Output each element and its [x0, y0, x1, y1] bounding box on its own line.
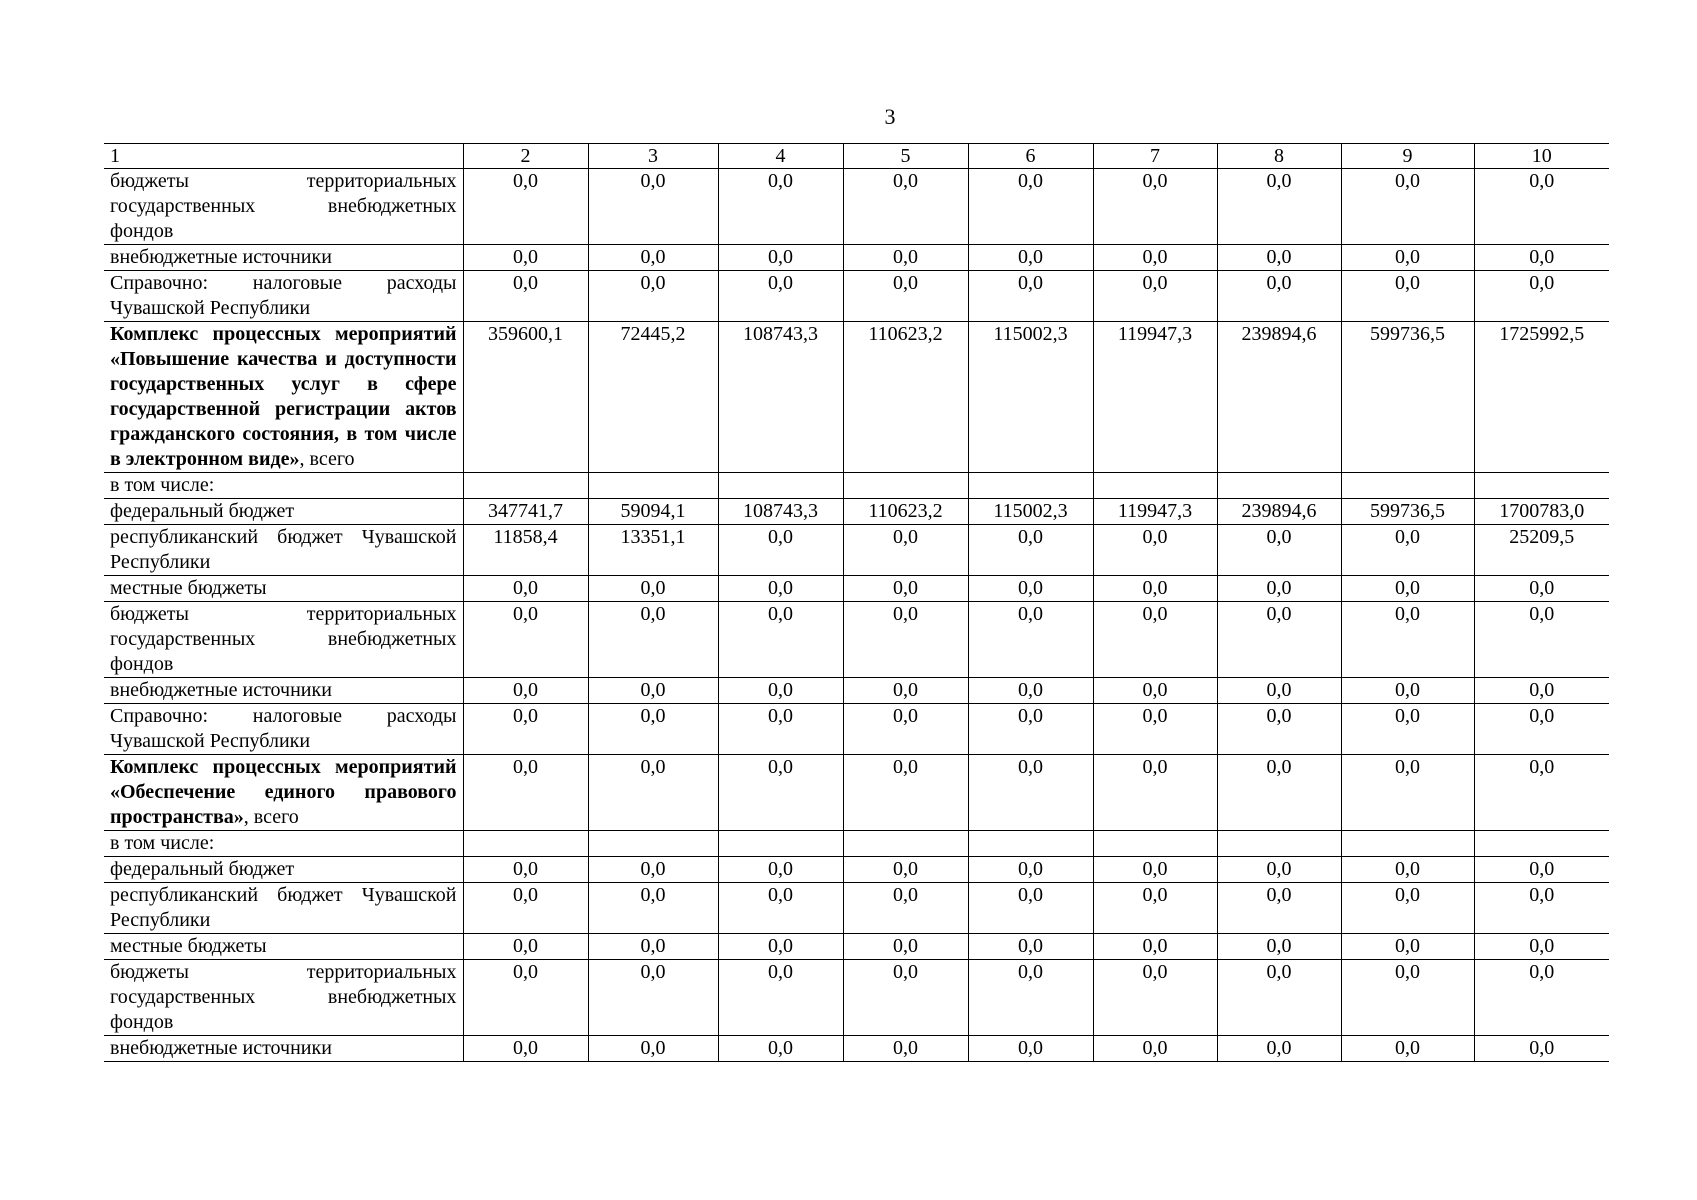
table-row — [104, 934, 1609, 960]
value-cell: 0,0 — [1341, 169, 1474, 245]
page-number: 3 — [884, 104, 896, 129]
column-header: 7 — [1093, 144, 1217, 169]
value-cell — [1093, 473, 1217, 499]
value-cell: 0,0 — [588, 704, 718, 755]
value-cell: 0,0 — [1093, 704, 1217, 755]
value-cell: 0,0 — [463, 857, 588, 883]
value-cell: 0,0 — [588, 857, 718, 883]
value-cell: 0,0 — [463, 576, 588, 602]
value-cell: 0,0 — [1341, 245, 1474, 271]
value-cell — [463, 831, 588, 857]
value-cell: 0,0 — [1341, 678, 1474, 704]
value-cell: 0,0 — [843, 678, 968, 704]
value-cell: 0,0 — [463, 960, 588, 1036]
value-cell: 0,0 — [843, 245, 968, 271]
row-label: республиканский бюджет Чувашской Республики — [104, 525, 463, 576]
value-cell: 0,0 — [1217, 271, 1341, 322]
table-row — [104, 169, 1609, 245]
value-cell: 0,0 — [463, 934, 588, 960]
table-row — [104, 576, 1609, 602]
table-body — [104, 144, 1609, 1062]
value-cell: 0,0 — [1093, 576, 1217, 602]
table-row — [104, 271, 1609, 322]
value-cell: 0,0 — [588, 934, 718, 960]
value-cell: 0,0 — [1474, 169, 1609, 245]
value-cell: 1700783,0 — [1474, 499, 1609, 525]
row-label-tail: , всего — [299, 448, 355, 470]
value-cell: 110623,2 — [843, 499, 968, 525]
value-cell: 0,0 — [1474, 857, 1609, 883]
value-cell: 115002,3 — [968, 322, 1093, 473]
row-label: бюджеты территориальных государственных внебюджетных фондов — [104, 960, 463, 1036]
table-row — [104, 322, 1609, 473]
row-label: в том числе: — [104, 473, 463, 499]
value-cell: 0,0 — [718, 271, 843, 322]
value-cell: 0,0 — [968, 525, 1093, 576]
value-cell: 59094,1 — [588, 499, 718, 525]
value-cell: 0,0 — [1474, 883, 1609, 934]
row-label: внебюджетные источники — [104, 678, 463, 704]
value-cell: 0,0 — [588, 960, 718, 1036]
value-cell: 0,0 — [1217, 1036, 1341, 1062]
table-row — [104, 1036, 1609, 1062]
value-cell: 0,0 — [968, 169, 1093, 245]
value-cell: 0,0 — [1474, 1036, 1609, 1062]
value-cell: 0,0 — [843, 576, 968, 602]
value-cell: 0,0 — [968, 960, 1093, 1036]
value-cell — [718, 473, 843, 499]
value-cell: 0,0 — [588, 602, 718, 678]
value-cell: 0,0 — [463, 755, 588, 831]
table-row — [104, 473, 1609, 499]
value-cell — [463, 473, 588, 499]
value-cell: 0,0 — [1474, 704, 1609, 755]
value-cell: 0,0 — [588, 883, 718, 934]
value-cell: 0,0 — [588, 576, 718, 602]
row-label-tail: , всего — [243, 806, 299, 828]
value-cell: 0,0 — [1093, 934, 1217, 960]
table-row — [104, 499, 1609, 525]
value-cell: 0,0 — [718, 960, 843, 1036]
value-cell: 0,0 — [1093, 602, 1217, 678]
value-cell: 0,0 — [968, 602, 1093, 678]
row-label — [104, 755, 463, 831]
row-label: местные бюджеты — [104, 576, 463, 602]
value-cell — [1474, 473, 1609, 499]
column-header: 4 — [718, 144, 843, 169]
column-header: 8 — [1217, 144, 1341, 169]
value-cell: 0,0 — [843, 271, 968, 322]
row-label-title: Комплекс процессных мероприятий «Обеспечение единого правового пространства» — [110, 756, 457, 828]
value-cell: 0,0 — [718, 755, 843, 831]
value-cell: 599736,5 — [1341, 499, 1474, 525]
value-cell: 0,0 — [1474, 245, 1609, 271]
value-cell: 0,0 — [718, 245, 843, 271]
value-cell: 0,0 — [843, 934, 968, 960]
column-header: 2 — [463, 144, 588, 169]
value-cell: 0,0 — [968, 245, 1093, 271]
table-row — [104, 857, 1609, 883]
value-cell: 0,0 — [718, 883, 843, 934]
value-cell — [1217, 831, 1341, 857]
value-cell: 0,0 — [843, 602, 968, 678]
value-cell: 0,0 — [718, 678, 843, 704]
value-cell: 0,0 — [968, 678, 1093, 704]
value-cell: 239894,6 — [1217, 499, 1341, 525]
value-cell: 0,0 — [1217, 678, 1341, 704]
value-cell: 0,0 — [843, 1036, 968, 1062]
value-cell: 0,0 — [1474, 755, 1609, 831]
value-cell: 0,0 — [463, 271, 588, 322]
value-cell: 0,0 — [588, 169, 718, 245]
value-cell: 347741,7 — [463, 499, 588, 525]
value-cell: 0,0 — [968, 934, 1093, 960]
header-row — [104, 144, 1609, 169]
column-header: 1 — [104, 144, 463, 169]
table-row — [104, 883, 1609, 934]
value-cell: 0,0 — [1217, 960, 1341, 1036]
value-cell: 0,0 — [843, 169, 968, 245]
value-cell: 115002,3 — [968, 499, 1093, 525]
value-cell: 0,0 — [1341, 271, 1474, 322]
value-cell: 0,0 — [718, 934, 843, 960]
value-cell: 0,0 — [1341, 755, 1474, 831]
value-cell: 0,0 — [1093, 1036, 1217, 1062]
value-cell: 0,0 — [718, 169, 843, 245]
value-cell: 0,0 — [588, 678, 718, 704]
value-cell — [968, 473, 1093, 499]
value-cell: 0,0 — [1341, 857, 1474, 883]
row-label: внебюджетные источники — [104, 1036, 463, 1062]
table-row — [104, 525, 1609, 576]
value-cell: 0,0 — [1093, 525, 1217, 576]
value-cell: 0,0 — [1217, 576, 1341, 602]
value-cell: 119947,3 — [1093, 499, 1217, 525]
value-cell: 0,0 — [1093, 245, 1217, 271]
value-cell: 0,0 — [718, 602, 843, 678]
value-cell: 0,0 — [1474, 576, 1609, 602]
value-cell: 0,0 — [1217, 857, 1341, 883]
value-cell: 0,0 — [718, 576, 843, 602]
row-label — [104, 322, 463, 473]
value-cell: 0,0 — [1217, 169, 1341, 245]
value-cell: 0,0 — [1217, 602, 1341, 678]
value-cell: 239894,6 — [1217, 322, 1341, 473]
value-cell: 0,0 — [1341, 525, 1474, 576]
value-cell: 0,0 — [1474, 602, 1609, 678]
value-cell: 0,0 — [1093, 169, 1217, 245]
value-cell: 0,0 — [843, 883, 968, 934]
value-cell: 0,0 — [1341, 1036, 1474, 1062]
value-cell: 25209,5 — [1474, 525, 1609, 576]
value-cell: 0,0 — [1093, 271, 1217, 322]
table-row — [104, 704, 1609, 755]
value-cell: 13351,1 — [588, 525, 718, 576]
value-cell: 0,0 — [1093, 883, 1217, 934]
value-cell — [1341, 831, 1474, 857]
value-cell: 0,0 — [463, 678, 588, 704]
value-cell: 0,0 — [718, 857, 843, 883]
value-cell — [588, 831, 718, 857]
value-cell: 599736,5 — [1341, 322, 1474, 473]
value-cell: 0,0 — [843, 525, 968, 576]
value-cell: 0,0 — [1341, 883, 1474, 934]
value-cell — [588, 473, 718, 499]
row-label: бюджеты территориальных государственных внебюджетных фондов — [104, 602, 463, 678]
value-cell: 110623,2 — [843, 322, 968, 473]
value-cell: 0,0 — [968, 271, 1093, 322]
value-cell: 0,0 — [718, 704, 843, 755]
value-cell — [843, 473, 968, 499]
value-cell: 72445,2 — [588, 322, 718, 473]
value-cell: 0,0 — [843, 704, 968, 755]
value-cell: 359600,1 — [463, 322, 588, 473]
value-cell: 0,0 — [1474, 678, 1609, 704]
value-cell: 1725992,5 — [1474, 322, 1609, 473]
table-row — [104, 960, 1609, 1036]
value-cell: 0,0 — [588, 1036, 718, 1062]
value-cell: 0,0 — [1217, 245, 1341, 271]
value-cell: 0,0 — [1341, 576, 1474, 602]
value-cell: 0,0 — [463, 602, 588, 678]
row-label: федеральный бюджет — [104, 499, 463, 525]
row-label: Справочно: налоговые расходы Чувашской Республики — [104, 704, 463, 755]
value-cell — [1093, 831, 1217, 857]
value-cell: 0,0 — [968, 857, 1093, 883]
value-cell — [1217, 473, 1341, 499]
value-cell: 0,0 — [843, 755, 968, 831]
value-cell: 0,0 — [1217, 755, 1341, 831]
value-cell: 0,0 — [1217, 934, 1341, 960]
value-cell: 0,0 — [588, 755, 718, 831]
row-label: внебюджетные источники — [104, 245, 463, 271]
column-header: 10 — [1474, 144, 1609, 169]
row-label: республиканский бюджет Чувашской Республики — [104, 883, 463, 934]
value-cell: 0,0 — [463, 883, 588, 934]
column-header: 5 — [843, 144, 968, 169]
value-cell: 0,0 — [1474, 934, 1609, 960]
value-cell: 0,0 — [1217, 883, 1341, 934]
value-cell: 0,0 — [588, 245, 718, 271]
value-cell: 0,0 — [1474, 960, 1609, 1036]
value-cell: 0,0 — [1217, 704, 1341, 755]
value-cell: 0,0 — [968, 704, 1093, 755]
value-cell: 0,0 — [968, 1036, 1093, 1062]
value-cell: 0,0 — [718, 525, 843, 576]
value-cell: 0,0 — [1341, 960, 1474, 1036]
value-cell: 0,0 — [968, 755, 1093, 831]
row-label: местные бюджеты — [104, 934, 463, 960]
budget-table — [104, 143, 1609, 1062]
table-row — [104, 678, 1609, 704]
row-label: бюджеты территориальных государственных внебюджетных фондов — [104, 169, 463, 245]
value-cell: 0,0 — [1341, 704, 1474, 755]
value-cell: 0,0 — [1093, 857, 1217, 883]
row-label: федеральный бюджет — [104, 857, 463, 883]
value-cell: 0,0 — [1474, 271, 1609, 322]
value-cell: 0,0 — [968, 883, 1093, 934]
column-header: 3 — [588, 144, 718, 169]
value-cell: 0,0 — [843, 960, 968, 1036]
row-label: Справочно: налоговые расходы Чувашской Республики — [104, 271, 463, 322]
table-row — [104, 602, 1609, 678]
value-cell: 108743,3 — [718, 322, 843, 473]
value-cell — [1341, 473, 1474, 499]
value-cell: 0,0 — [1093, 678, 1217, 704]
table-row — [104, 831, 1609, 857]
value-cell: 0,0 — [1093, 755, 1217, 831]
column-header: 9 — [1341, 144, 1474, 169]
value-cell: 108743,3 — [718, 499, 843, 525]
value-cell: 0,0 — [1341, 602, 1474, 678]
value-cell: 0,0 — [968, 576, 1093, 602]
value-cell — [718, 831, 843, 857]
value-cell — [968, 831, 1093, 857]
table-row — [104, 755, 1609, 831]
column-header: 6 — [968, 144, 1093, 169]
value-cell: 0,0 — [1093, 960, 1217, 1036]
table-row — [104, 245, 1609, 271]
value-cell: 0,0 — [463, 1036, 588, 1062]
row-label: в том числе: — [104, 831, 463, 857]
value-cell: 0,0 — [1217, 525, 1341, 576]
value-cell — [843, 831, 968, 857]
value-cell: 0,0 — [588, 271, 718, 322]
row-label-title: Комплекс процессных мероприятий «Повышение качества и доступности государственных услуг в сфере государственной регистрации актов гражданского состояния, в том числе в электронном виде» — [110, 323, 457, 470]
value-cell: 0,0 — [463, 169, 588, 245]
value-cell: 0,0 — [843, 857, 968, 883]
value-cell — [1474, 831, 1609, 857]
value-cell: 119947,3 — [1093, 322, 1217, 473]
value-cell: 11858,4 — [463, 525, 588, 576]
value-cell: 0,0 — [463, 245, 588, 271]
value-cell: 0,0 — [463, 704, 588, 755]
value-cell: 0,0 — [1341, 934, 1474, 960]
value-cell: 0,0 — [718, 1036, 843, 1062]
